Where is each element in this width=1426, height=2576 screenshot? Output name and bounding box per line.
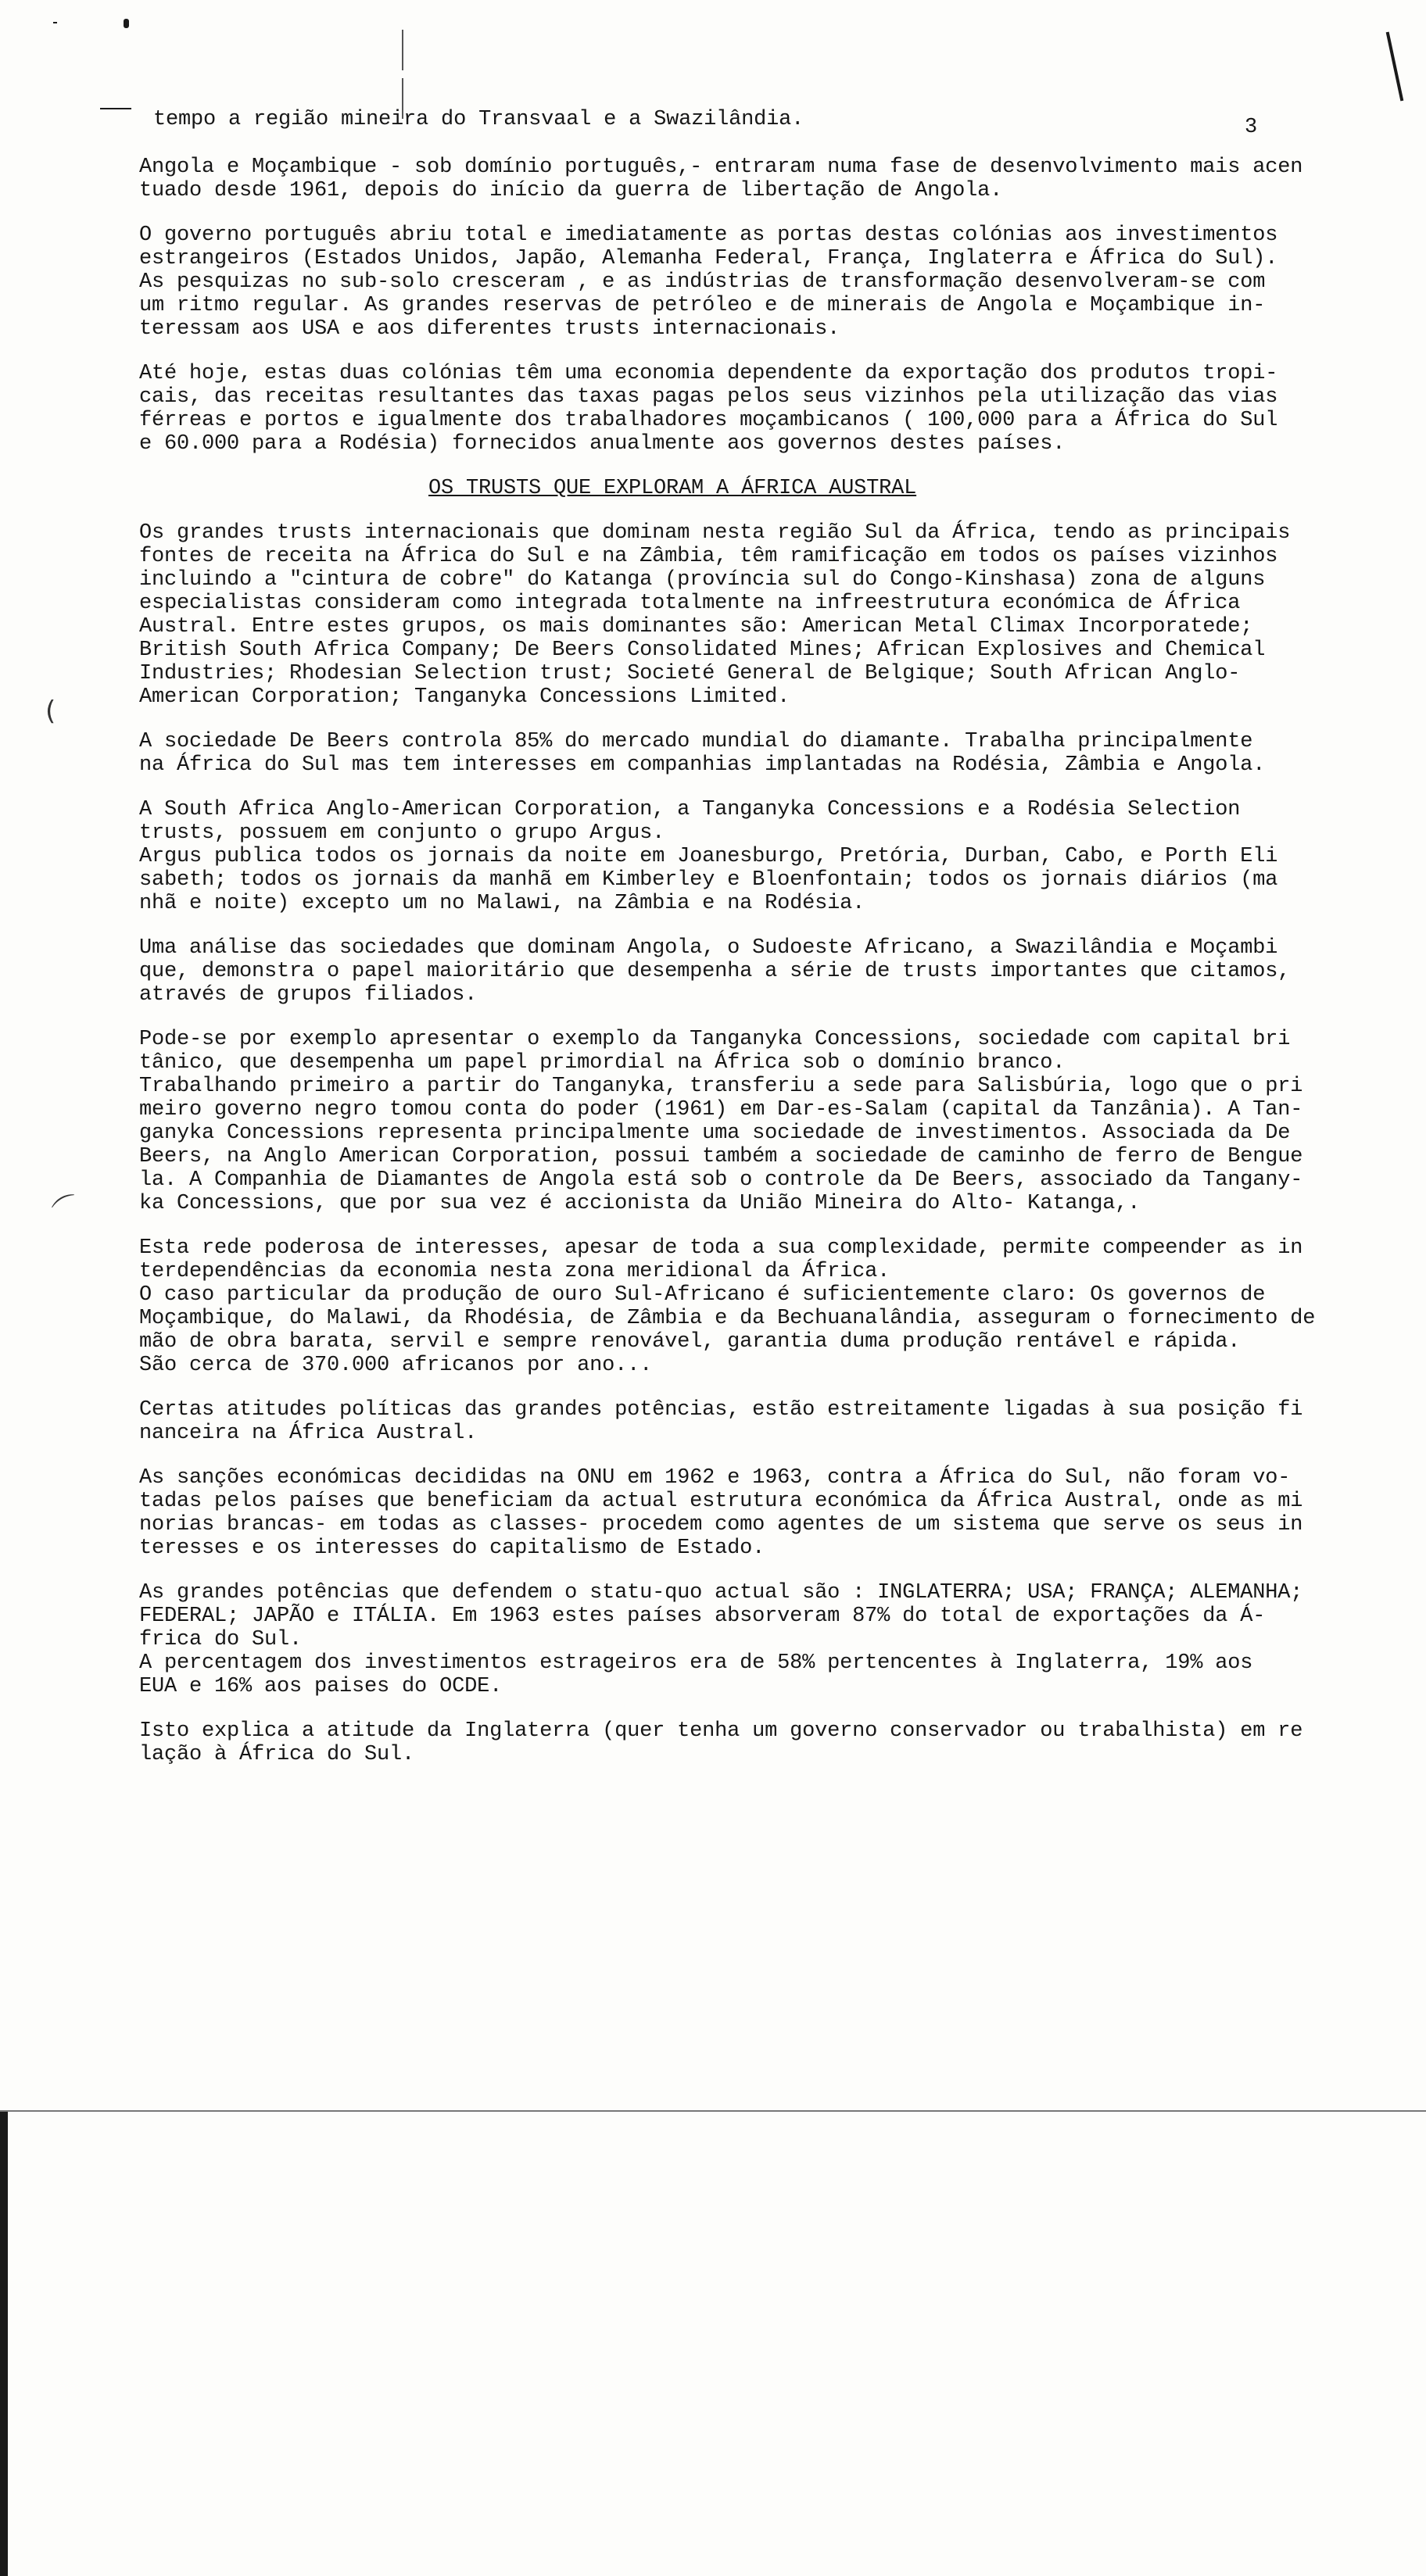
text-line: As grandes potências que defendem o statu-quo actual são : INGLATERRA; USA; FRANÇA; ALEMANHA; [139,1581,1303,1605]
text-line: nhã e noite) excepto um no Malawi, na Zâmbia e na Rodésia. [139,892,865,915]
text-line: ka Concessions, que por sua vez é accionista da União Mineira do Alto- Katanga,. [139,1192,1141,1215]
scan-bottom-line [0,2110,1426,2112]
margin-mark: ⌒ [48,1189,88,1230]
margin-mark: ( [45,696,56,727]
continuation-line: tempo a região mineira do Transvaal e a Swazilândia. [153,108,804,131]
text-line: Industries; Rhodesian Selection trust; Societé General de Belgique; South African Anglo- [139,662,1241,685]
text-line: terdependências da economia nesta zona meridional da África. [139,1260,890,1283]
text-line: FEDERAL; JAPÃO e ITÁLIA. Em 1963 estes países absorveram 87% do total de exportações da Á- [139,1605,1266,1628]
paragraph [139,224,1374,341]
text-line: A percentagem dos investimentos estrageiros era de 58% pertencentes à Inglaterra, 19% aos [139,1651,1253,1675]
text-line: férreas e portos e igualmente dos trabalhadores moçambicanos ( 100,000 para a África do Sul [139,409,1278,432]
text-line: Os grandes trusts internacionais que dominam nesta região Sul da África, tendo as principais [139,521,1291,545]
text-line: na África do Sul mas tem interesses em companhias implantadas na Rodésia, Zâmbia e Angola. [139,753,1266,777]
text-line: British South Africa Company; De Beers Consolidated Mines; African Explosives and Chemical [139,639,1266,662]
paragraph [139,362,1374,456]
text-line: e 60.000 para a Rodésia) fornecidos anualmente aos governos destes países. [139,432,1066,456]
text-line: sabeth; todos os jornais da manhã em Kimberley e Bloenfontain; todos os jornais diários (ma [139,868,1278,892]
paragraph [139,521,1374,709]
text-line: mão de obra barata, servil e sempre renovável, garantia duma produção rentável e rápida. [139,1330,1241,1354]
paragraph [139,1028,1374,1215]
text-line: frica do Sul. [139,1628,303,1651]
paragraph [139,1719,1374,1766]
text-line: Isto explica a atitude da Inglaterra (quer tenha um governo conservador ou trabalhista) em re [139,1719,1303,1743]
paragraph [139,156,1374,202]
text-line: EUA e 16% aos paises do OCDE. [139,1675,503,1698]
text-line: Beers, na Anglo American Corporation, possui também a sociedade de caminho de ferro de Bengue [139,1145,1303,1168]
scan-line-vertical [402,30,403,70]
text-line: incluindo a "cintura de cobre" do Katanga (província sul do Congo-Kinshasa) zona de alguns [139,568,1266,592]
scan-dash [100,108,131,109]
text-line: Até hoje, estas duas colónias têm uma economia dependente da exportação dos produtos tropi- [139,362,1278,385]
text-line: O caso particular da produção de ouro Sul-Africano é suficientemente claro: Os governos de [139,1283,1266,1307]
text-line: lação à África do Sul. [139,1743,415,1766]
text-line: especialistas consideram como integrada totalmente na infreestrutura económica de África [139,592,1241,615]
paragraph [139,1236,1374,1377]
text-line: meiro governo negro tomou conta do poder (1961) em Dar-es-Salam (capital da Tanzânia). A Tan- [139,1098,1303,1122]
text-line: fontes de receita na África do Sul e na Zâmbia, têm ramificação em todos os países vizinhos [139,545,1278,568]
paragraph [139,1466,1374,1560]
scan-speck [53,22,57,23]
text-line: que, demonstra o papel maioritário que desempenha a série de trusts importantes que citamos, [139,960,1291,983]
text-line: Argus publica todos os jornais da noite em Joanesburgo, Pretória, Durban, Cabo, e Porth Eli [139,845,1278,868]
text-line: nanceira na África Austral. [139,1422,478,1445]
text-line: Esta rede poderosa de interesses, apesar de toda a sua complexidade, permite compeender as in [139,1236,1303,1260]
paragraph [139,798,1374,915]
text-line: Uma análise das sociedades que dominam Angola, o Sudoeste Africano, a Swazilândia e Moçambi [139,936,1278,960]
paragraph [139,730,1374,777]
text-line: Trabalhando primeiro a partir do Tanganyka, transferiu a sede para Salisbúria, logo que o pri [139,1075,1303,1098]
text-line: teresses e os interesses do capitalismo de Estado. [139,1537,765,1560]
text-line: Certas atitudes políticas das grandes potências, estão estreitamente ligadas à sua posição fi [139,1398,1303,1422]
left-page-edge [0,2110,8,2576]
page-number: 3 [1245,116,1258,139]
scan-edge-mark [1386,32,1404,102]
text-line: estrangeiros (Estados Unidos, Japão, Alemanha Federal, França, Inglaterra e África do Sul). [139,247,1278,270]
paragraph [139,936,1374,1007]
text-line: A sociedade De Beers controla 85% do mercado mundial do diamante. Trabalha principalmente [139,730,1253,753]
paragraph [139,1581,1374,1698]
text-line: tânico, que desempenha um papel primordial na África sob o domínio branco. [139,1051,1066,1075]
text-line: Pode-se por exemplo apresentar o exemplo da Tanganyka Concessions, sociedade com capital bri [139,1028,1291,1051]
text-line: As pesquizas no sub-solo cresceram , e as indústrias de transformação desenvolveram-se com [139,270,1266,294]
text-line: O governo português abriu total e imediatamente as portas destas colónias aos investimentos [139,224,1278,247]
text-line: teressam aos USA e aos diferentes trusts internacionais. [139,317,840,341]
text-line: norias brancas- em todas as classes- procedem como agentes de um sistema que serve os seus in [139,1513,1303,1537]
text-line: um ritmo regular. As grandes reservas de petróleo e de minerais de Angola e Moçambique in- [139,294,1266,317]
text-line: A South Africa Anglo-American Corporation, a Tanganyka Concessions e a Rodésia Selection [139,798,1241,821]
text-line: trusts, possuem em conjunto o grupo Argus. [139,821,665,845]
document-body [139,156,1374,1787]
text-line: cais, das receitas resultantes das taxas pagas pelos seus vizinhos pela utilização das vias [139,385,1278,409]
text-line: tuado desde 1961, depois do início da guerra de libertação de Angola. [139,179,1003,202]
text-line: As sanções económicas decididas na ONU em 1962 e 1963, contra a África do Sul, não foram vo- [139,1466,1291,1490]
text-line: American Corporation; Tanganyka Concessions Limited. [139,685,790,709]
text-line: Austral. Entre estes grupos, os mais dominantes são: American Metal Climax Incorporatede; [139,615,1253,639]
text-line: la. A Companhia de Diamantes de Angola está sob o controle da De Beers, associado da Tangany- [139,1168,1303,1192]
text-line: tadas pelos países que beneficiam da actual estrutura económica da África Austral, onde as mi [139,1490,1303,1513]
text-line: através de grupos filiados. [139,983,478,1007]
paragraph [139,1398,1374,1445]
text-line: Angola e Moçambique - sob domínio português,- entraram numa fase de desenvolvimento mais acen [139,156,1303,179]
scan-speck [124,19,129,28]
section-title: OS TRUSTS QUE EXPLORAM A ÁFRICA AUSTRAL [428,477,917,500]
text-line: Moçambique, do Malawi, da Rhodésia, de Zâmbia e da Bechuanalândia, asseguram o fornecimento de [139,1307,1316,1330]
text-line: São cerca de 370.000 africanos por ano... [139,1354,653,1377]
text-line: ganyka Concessions representa principalmente uma sociedade de investimentos. Associada da De [139,1122,1291,1145]
